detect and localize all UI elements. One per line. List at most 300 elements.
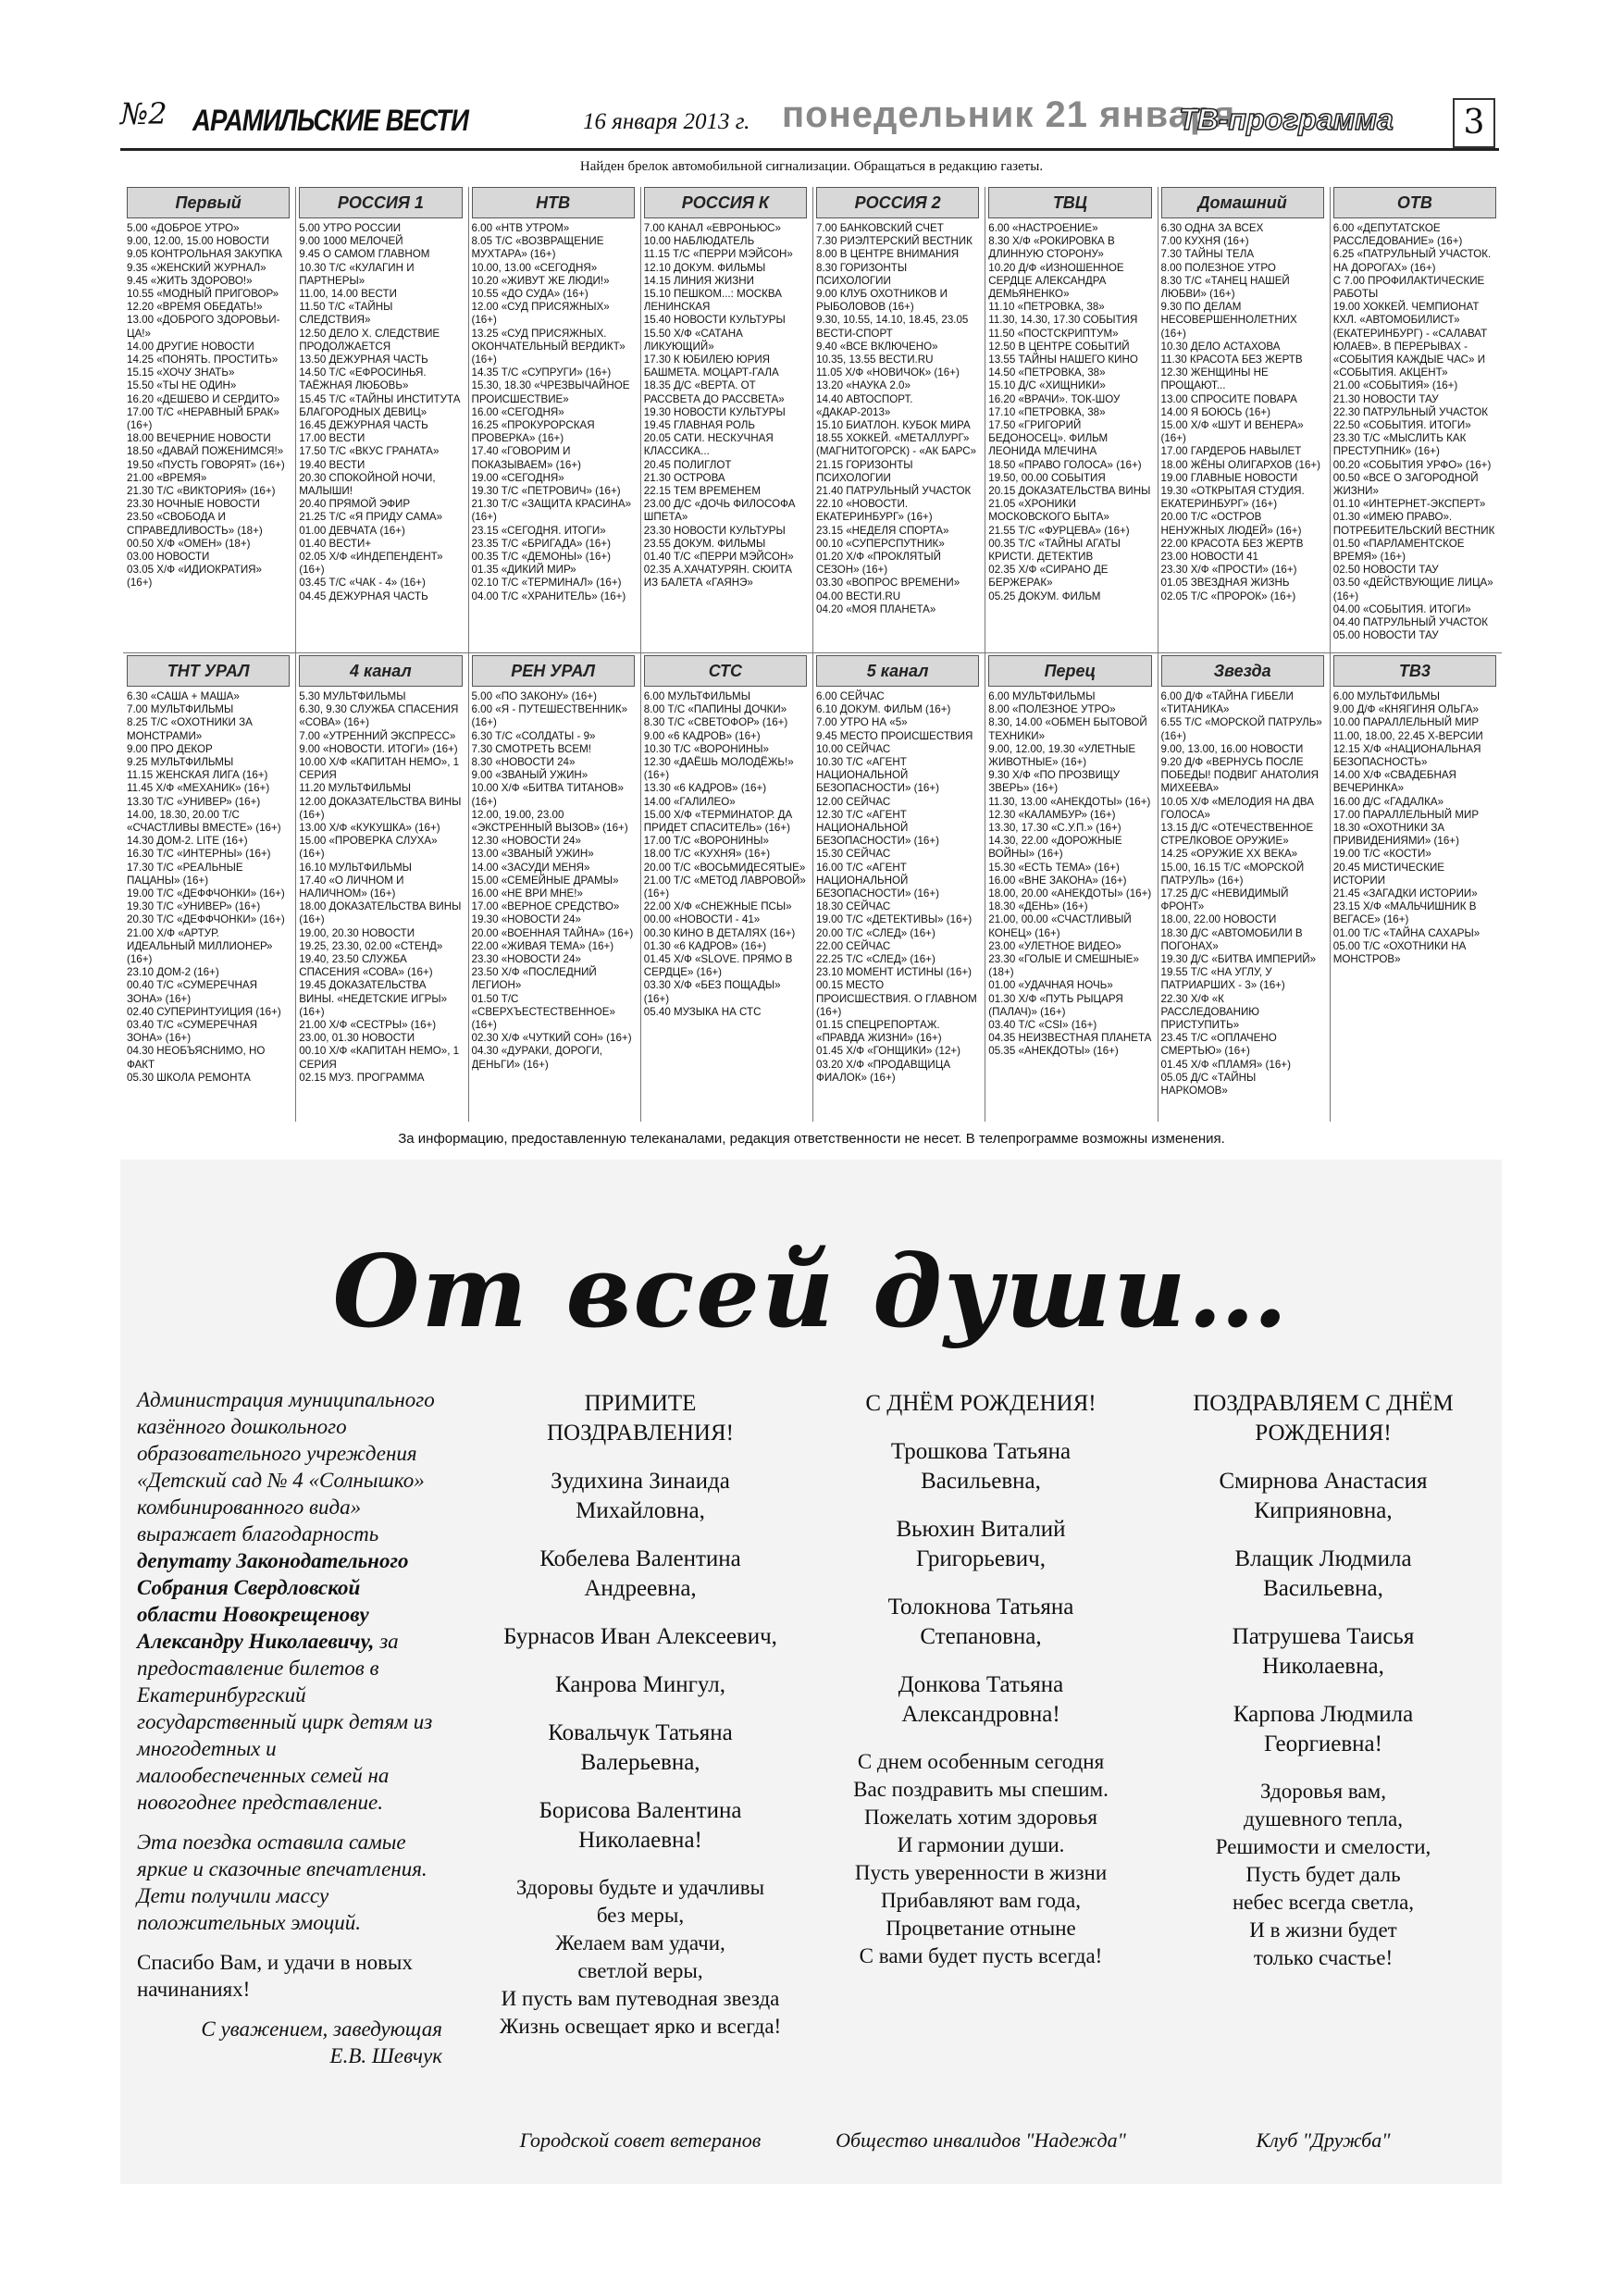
program-list xyxy=(472,690,635,1072)
program-day: понедельник 21 января xyxy=(782,94,1236,135)
program-item: 05.30 ШКОЛА РЕМОНТА xyxy=(127,1071,251,1084)
program-item: 02.05 Т/С «ПРОРОК» (16+) xyxy=(1160,590,1296,602)
poem-line: И гармонии души. xyxy=(897,1833,1065,1856)
program-item: 01.10 «ИНТЕРНЕТ-ЭКСПЕРТ» xyxy=(1332,498,1486,511)
program-item: 15.50 «ТЫ НЕ ОДИН» xyxy=(127,379,237,392)
program-item: 14.00 Я БОЮСЬ (16+) xyxy=(1160,405,1270,418)
program-item: 23.30 «НОВОСТИ 24» xyxy=(471,953,581,966)
program-item: 6.30 Т/С «СОЛДАТЫ - 9» xyxy=(471,729,596,742)
program-item: 11.30, 13.00 «АНЕКДОТЫ» (16+) xyxy=(988,795,1151,808)
program-item: 23.00, 01.30 НОВОСТИ xyxy=(299,1032,415,1045)
honoree-name: Канрова Мингул, xyxy=(554,1672,725,1697)
program-item: 11.50 «ПОСТСКРИПТУМ» xyxy=(988,327,1119,340)
program-item: 20.00 Т/С «СЛЕД» (16+) xyxy=(816,926,935,939)
program-item: 20.00 «ВОЕННАЯ ТАЙНА» (16+) xyxy=(471,926,634,939)
program-item: 6.30 ОДНА ЗА ВСЕХ xyxy=(1160,222,1264,234)
program-item: 8.30, 14.00 «ОБМЕН БЫТОВОЙ ТЕХНИКИ» xyxy=(988,716,1147,742)
greeting-heading: ПРИМИТЕ ПОЗДРАВЛЕНИЯ! xyxy=(547,1391,734,1446)
program-item: 11.45 Х/Ф «МЕХАНИК» (16+) xyxy=(127,782,270,795)
program-item: 19.55 Т/С «НА УГЛУ, У ПАТРИАРШИХ - 3» (16+) xyxy=(1160,966,1285,992)
channel-channels_bottom-0 xyxy=(127,655,290,1120)
program-item: 15.10 БИАТЛОН. КУБОК МИРА xyxy=(816,419,971,432)
greeting-column-invalids xyxy=(833,1389,1129,2152)
program-item: 5.30 МУЛЬТФИЛЬМЫ xyxy=(299,690,406,702)
program-item: 7.00 КУХНЯ (16+) xyxy=(1160,235,1249,248)
greeting-poem xyxy=(492,1874,788,2041)
program-item: 20.30 СПОКОЙНОЙ НОЧИ, МАЛЫШИ! xyxy=(299,471,436,498)
greetings-section xyxy=(120,1160,1502,2184)
program-item: 23.45 Т/С «ОПЛАЧЕНО СМЕРТЬЮ» (16+) xyxy=(1160,1032,1277,1058)
program-list xyxy=(1333,690,1496,966)
program-item: 9.40 «ВСЕ ВКЛЮЧЕНО» xyxy=(816,340,938,353)
program-item: 14.00 ДРУГИЕ НОВОСТИ xyxy=(127,340,254,353)
issue-number: №2 xyxy=(120,96,167,131)
program-item: 7.00 БАНКОВСКИЙ СЧЕТ xyxy=(816,222,944,234)
program-item: 15.00, 16.15 Т/С «МОРСКОЙ ПАТРУЛЬ» (16+) xyxy=(1160,861,1305,887)
program-item: 15.40 НОВОСТИ КУЛЬТУРЫ xyxy=(643,314,786,327)
program-item: 00.35 Т/С «ДЕМОНЫ» (16+) xyxy=(471,551,612,564)
channel-channels_top-2 xyxy=(472,187,635,650)
program-item: 13.30 «6 КАДРОВ» (16+) xyxy=(643,782,767,795)
program-item: 14.40 АВТОСПОРТ. «ДАКАР-2013» xyxy=(816,392,913,418)
program-item: 22.00 КРАСОТА БЕЗ ЖЕРТВ xyxy=(1160,537,1304,550)
program-item: 17.10 «ПЕТРОВКА, 38» xyxy=(988,405,1106,418)
program-item: 20.30 Т/С «ДЕФФЧОНКИ» (16+) xyxy=(127,913,285,926)
program-item: 17.50 «ГРИГОРИЙ БЕДОНОСЕЦ». ФИЛЬМ ЛЕОНИДА МЛЕЧИНА xyxy=(988,419,1109,458)
poem-line: Решимости и смелости, xyxy=(1215,1835,1431,1858)
admin-sign-1: С уважением, заведующая xyxy=(201,2017,442,2041)
poem-line: И в жизни будет xyxy=(1249,1918,1397,1942)
greeting-poem xyxy=(833,1748,1129,1970)
program-list xyxy=(1333,222,1496,643)
program-item: 5.00 УТРО РОССИИ xyxy=(299,222,402,234)
program-item: 18.35 Д/С «ВЕРТА. ОТ РАССВЕТА ДО РАССВЕТА» xyxy=(643,379,785,405)
program-item: С 7.00 ПРОФИЛАКТИЧЕСКИЕ РАБОТЫ xyxy=(1332,274,1485,301)
program-item: 04.20 «МОЯ ПЛАНЕТА» xyxy=(816,602,936,615)
poem-line: Здоровья вам, xyxy=(1260,1780,1386,1803)
program-item: 10.00, 13.00 «СЕГОДНЯ» xyxy=(471,261,598,274)
program-item: 9.00 «6 КАДРОВ» (16+) xyxy=(643,729,761,742)
program-item: 15.00 «СЕМЕЙНЫЕ ДРАМЫ» xyxy=(471,874,619,887)
program-item: 13.00 «ЗВАНЫЙ УЖИН» xyxy=(471,848,594,861)
admin-impressions: Эта поездка оставила самые яркие и сказочные впечатления. Дети получили массу положительных эмоций. xyxy=(137,1831,427,1934)
row-divider xyxy=(123,652,1502,653)
honoree-name: Бурнасов Иван Алексеевич, xyxy=(503,1624,777,1649)
program-item: 15.00 Х/Ф «ШУТ И ВЕНЕРА» (16+) xyxy=(1160,419,1304,445)
channel-logo: Звезда xyxy=(1161,655,1324,687)
program-item: 6.00 «ДЕПУТАТСКОЕ РАССЛЕДОВАНИЕ» (16+) xyxy=(1332,222,1463,248)
program-item: 12.10 ДОКУМ. ФИЛЬМЫ xyxy=(643,261,766,274)
poem-line: без меры, xyxy=(596,1904,685,1927)
program-item: 23.00 Д/С «ДОЧЬ ФИЛОСОФА ШПЕТА» xyxy=(643,498,796,524)
poem-line: Пусть уверенности в жизни xyxy=(854,1861,1108,1884)
program-item: 23.30 Х/Ф «ПРОСТИ» (16+) xyxy=(1160,564,1297,577)
honoree-name: Смирнова Анастасия Киприяновна, xyxy=(1219,1469,1428,1523)
program-item: 14.30, 22.00 «ДОРОЖНЫЕ ВОЙНЫ» (16+) xyxy=(988,835,1122,861)
poem-line: небес всегда светла, xyxy=(1232,1891,1415,1914)
honoree-name: Карпова Людмила Георгиевна! xyxy=(1233,1702,1414,1756)
program-item: 21.00 «СОБЫТИЯ» (16+) xyxy=(1332,379,1458,392)
program-item: 05.05 Д/С «ТАЙНЫ НАРКОМОВ» xyxy=(1160,1071,1257,1098)
program-item: 21.30 НОВОСТИ ТАУ xyxy=(1332,392,1439,405)
program-item: 03.30 Х/Ф «БЕЗ ПОЩАДЫ» (16+) xyxy=(643,979,781,1005)
program-item: 17.25 Д/С «НЕВИДИМЫЙ ФРОНТ» xyxy=(1160,887,1289,913)
program-item: 19.50 «ПУСТЬ ГОВОРЯТ» (16+) xyxy=(127,458,285,471)
channel-logo: СТС xyxy=(644,655,807,687)
program-item: 01.00 Т/С «ТАЙНА САХАРЫ» xyxy=(1332,926,1481,939)
section-title: ТВ-программа xyxy=(1179,103,1394,136)
honoree-name: Толокнова Татьяна Степановна, xyxy=(887,1595,1074,1649)
program-item: 6.25 «ПАТРУЛЬНЫЙ УЧАСТОК. НА ДОРОГАХ» (16+) xyxy=(1332,248,1492,274)
program-item: 9.45 МЕСТО ПРОИСШЕСТВИЯ xyxy=(816,729,973,742)
program-item: 20.05 САТИ. НЕСКУЧНАЯ КЛАССИКА... xyxy=(643,432,774,458)
program-item: 18.30 «ДЕНЬ» (16+) xyxy=(988,900,1088,913)
program-item: 18.00 Т/С «КУХНЯ» (16+) xyxy=(643,848,771,861)
program-item: 19.30 «ОТКРЫТАЯ СТУДИЯ. ЕКАТЕРИНБУРГ» (16+) xyxy=(1160,485,1305,511)
program-item: 12.30 Т/С «АГЕНТ НАЦИОНАЛЬНОЙ БЕЗОПАСНОСТИ» (16+) xyxy=(816,808,940,848)
program-item: 19.40, 23.50 СЛУЖБА СПАСЕНИЯ «СОВА» (16+) xyxy=(299,953,433,979)
program-item: 13.00 Х/Ф «КУКУШКА» (16+) xyxy=(299,822,440,835)
program-item: 22.15 ТЕМ ВРЕМЕНЕМ xyxy=(643,485,762,498)
program-item: 18.00, 20.00 «АНЕКДОТЫ» (16+) xyxy=(988,887,1152,900)
program-item: 8.05 Т/С «ВОЗВРАЩЕНИЕ МУХТАРА» (16+) xyxy=(471,235,604,261)
program-item: 05.35 «АНЕКДОТЫ» (16+) xyxy=(988,1045,1119,1058)
program-item: 03.30 «ВОПРОС ВРЕМЕНИ» xyxy=(816,577,960,590)
program-item: 10.00 ПАРАЛЛЕЛЬНЫЙ МИР xyxy=(1332,716,1480,729)
channel-logo: 4 канал xyxy=(299,655,462,687)
program-list xyxy=(988,690,1151,1059)
program-item: 16.25 «ПРОКУРОРСКАЯ ПРОВЕРКА» (16+) xyxy=(471,419,595,445)
program-item: 17.40 «О ЛИЧНОМ И НАЛИЧНОМ» (16+) xyxy=(299,874,404,900)
program-item: 10.30 Т/С «ВОРОНИНЫ» xyxy=(643,742,769,755)
program-item: 17.00 ВЕСТИ xyxy=(299,432,365,445)
channel-logo: РОССИЯ 2 xyxy=(816,187,979,218)
program-item: 04.45 ДЕЖУРНАЯ ЧАСТЬ xyxy=(299,590,428,602)
greeting-poem xyxy=(1175,1778,1471,1972)
program-item: 12.20 «ВРЕМЯ ОБЕДАТЬ!» xyxy=(127,301,263,314)
admin-thanks-line: Спасибо Вам, и удачи в новых начинаниях! xyxy=(137,1951,413,2001)
program-item: 15.10 ПЕШКОМ...: МОСКВА ЛЕНИНСКАЯ xyxy=(643,288,782,314)
program-item: 16.00 «СЕГОДНЯ» xyxy=(471,405,564,418)
greeting-signature: Городской совет ветеранов xyxy=(519,2128,762,2152)
program-item: 10.00 НАБЛЮДАТЕЛЬ xyxy=(643,235,755,248)
program-item: 19.00 ГЛАВНЫЕ НОВОСТИ xyxy=(1160,471,1298,484)
program-item: 23.30 НОВОСТИ КУЛЬТУРЫ xyxy=(643,524,786,537)
poem-line: светлой веры, xyxy=(577,1959,703,1982)
program-item: 13.00 СПРОСИТЕ ПОВАРА xyxy=(1160,392,1297,405)
program-item: 18.30 СЕЙЧАС xyxy=(816,900,891,913)
column-divider xyxy=(295,187,296,1122)
poem-line: С днем особенным сегодня xyxy=(857,1750,1105,1773)
program-item: 02.50 НОВОСТИ ТАУ xyxy=(1332,564,1439,577)
program-item: 14.00 Х/Ф «СВАДЕБНАЯ ВЕЧЕРИНКА» xyxy=(1332,769,1456,795)
honoree-name: Зудихина Зинаида Михайловна, xyxy=(551,1469,730,1523)
channel-channels_top-7 xyxy=(1333,187,1496,650)
program-item: 8.00 «ПОЛЕЗНОЕ УТРО» xyxy=(988,703,1116,716)
poem-line: Прибавляют вам года, xyxy=(880,1889,1082,1912)
program-item: 20.45 ПОЛИГЛОТ xyxy=(643,458,732,471)
program-item: 18.50 «ПРАВО ГОЛОСА» (16+) xyxy=(988,458,1142,471)
program-item: 15.10 Д/С «ХИЩНИКИ» xyxy=(988,379,1106,392)
program-item: 17.00 «ВЕРНОЕ СРЕДСТВО» xyxy=(471,900,620,913)
program-item: 14.25 «ПОНЯТЬ. ПРОСТИТЬ» xyxy=(127,354,279,366)
channel-channels_bottom-4 xyxy=(816,655,979,1120)
program-item: 6.10 ДОКУМ. ФИЛЬМ (16+) xyxy=(816,703,951,716)
program-item: 01.45 Х/Ф «SLOVE. ПРЯМО В СЕРДЦЕ» (16+) xyxy=(643,953,793,979)
program-item: 23.10 ДОМ-2 (16+) xyxy=(127,966,219,979)
program-item: 00.40 Т/С «СУМЕРЕЧНАЯ ЗОНА» (16+) xyxy=(127,979,257,1005)
program-list xyxy=(127,690,290,1085)
channel-channels_bottom-5 xyxy=(988,655,1151,1120)
honoree-name: Вьюхин Виталий Григорьевич, xyxy=(896,1517,1066,1571)
program-item: 18.00 ЖЁНЫ ОЛИГАРХОВ (16+) xyxy=(1160,458,1321,471)
program-item: 04.00 ВЕСТИ.RU xyxy=(816,590,901,602)
program-item: 9.00, 12.00, 15.00 НОВОСТИ xyxy=(127,235,269,248)
lost-item-notice: Найден брелок автомобильной сигнализации. Обращаться в редакцию газеты. xyxy=(579,159,1044,174)
program-item: 13.30 Т/С «УНИВЕР» (16+) xyxy=(127,795,261,808)
poem-line: Вас поздравить мы спешим. xyxy=(853,1778,1109,1801)
honoree-name: Влащик Людмила Васильевна, xyxy=(1234,1546,1412,1601)
program-item: 9.30, 10.55, 14.10, 18.45, 23.05 ВЕСТИ-СПОРТ xyxy=(816,314,969,340)
channel-logo: ТВЦ xyxy=(988,187,1151,218)
program-item: 19.30 Д/С «БИТВА ИМПЕРИЙ» xyxy=(1160,953,1317,966)
program-item: 14.25 «ОРУЖИЕ ХХ ВЕКА» xyxy=(1160,848,1298,861)
poem-line: только счастье! xyxy=(1253,1946,1394,1969)
program-item: 10.35, 13.55 ВЕСТИ.RU xyxy=(816,354,934,366)
channel-channels_top-1 xyxy=(299,187,462,650)
program-item: 01.35 «ДИКИЙ МИР» xyxy=(471,564,576,577)
program-item: 03.50 «ДЕЙСТВУЮЩИЕ ЛИЦА» (16+) xyxy=(1332,577,1493,602)
program-list xyxy=(816,690,979,1085)
column-divider xyxy=(1330,187,1331,1122)
program-item: 22.50 «СОБЫТИЯ. ИТОГИ» xyxy=(1332,419,1471,432)
channel-channels_top-5 xyxy=(988,187,1151,650)
program-item: 19.30 НОВОСТИ КУЛЬТУРЫ xyxy=(643,405,786,418)
program-item: 21.45 «ЗАГАДКИ ИСТОРИИ» xyxy=(1332,887,1478,900)
program-item: 16.00 «ВНЕ ЗАКОНА» (16+) xyxy=(988,874,1127,887)
program-item: 21.30 Т/С «ЗАЩИТА КРАСИНА» (16+) xyxy=(471,498,632,524)
program-item: 00.50 «ВСЕ О ЗАГОРОДНОЙ ЖИЗНИ» xyxy=(1332,471,1479,498)
program-item: 9.00 «ЗВАНЫЙ УЖИН» xyxy=(471,769,588,782)
poem-line: Здоровы будьте и удачливы xyxy=(515,1876,765,1899)
channel-channels_top-6 xyxy=(1161,187,1324,650)
program-item: 23.10 МОМЕНТ ИСТИНЫ (16+) xyxy=(816,966,972,979)
program-item: 14.00 «ГАЛИЛЕО» xyxy=(643,795,736,808)
program-item: 13.20 «НАУКА 2.0» xyxy=(816,379,911,392)
program-item: 8.00 Т/С «ПАПИНЫ ДОЧКИ» xyxy=(643,703,787,716)
program-item: 04.40 ПАТРУЛЬНЫЙ УЧАСТОК xyxy=(1332,616,1488,629)
program-item: 22.25 Т/С «СЛЕД» (16+) xyxy=(816,953,935,966)
program-item: 8.30 «НОВОСТИ 24» xyxy=(471,756,576,769)
program-item: 6.00 Д/Ф «ТАЙНА ГИБЕЛИ «ТИТАНИКА» xyxy=(1160,690,1294,716)
program-item: 21.40 ПАТРУЛЬНЫЙ УЧАСТОК xyxy=(816,485,972,498)
program-item: 01.45 Х/Ф «ПЛАМЯ» (16+) xyxy=(1160,1058,1291,1071)
program-item: 21.30 Т/С «ВИКТОРИЯ» (16+) xyxy=(127,485,276,498)
program-item: 19.00 Т/С «ДЕФФЧОНКИ» (16+) xyxy=(127,887,285,900)
program-item: 22.00 СЕЙЧАС xyxy=(816,939,891,952)
program-item: 12.50 ДЕЛО Х. СЛЕДСТВИЕ ПРОДОЛЖАЕТСЯ xyxy=(299,327,440,353)
program-item: 19.50, 00.00 СОБЫТИЯ xyxy=(988,471,1106,484)
channel-logo: ОТВ xyxy=(1333,187,1496,218)
program-item: 13.30, 17.30 «С.У.П.» (16+) xyxy=(988,822,1121,835)
program-item: 6.00 МУЛЬТФИЛЬМЫ xyxy=(1332,690,1440,702)
program-item: 16.00 Д/С «ГАДАЛКА» xyxy=(1332,795,1444,808)
channel-logo: Домашний xyxy=(1161,187,1324,218)
program-item: 23.15 «НЕДЕЛЯ СПОРТА» xyxy=(816,524,949,537)
program-item: 6.00 «НТВ УТРОМ» xyxy=(471,222,570,234)
program-item: 11.50 Т/С «ТАЙНЫ СЛЕДСТВИЯ» xyxy=(299,301,393,327)
program-item: 8.00 ПОЛЕЗНОЕ УТРО xyxy=(1160,261,1276,274)
poem-line: С вами будет пусть всегда! xyxy=(859,1944,1103,1967)
program-item: 21.00 Х/Ф «АРТУР. ИДЕАЛЬНЫЙ МИЛЛИОНЕР» (16+) xyxy=(127,926,273,966)
program-item: 11.30, 14.30, 17.30 СОБЫТИЯ xyxy=(988,314,1138,327)
program-item: 00.00 «НОВОСТИ - 41» xyxy=(643,913,761,926)
greeting-heading: ПОЗДРАВЛЯЕМ С ДНЁМ РОЖДЕНИЯ! xyxy=(1193,1391,1454,1446)
program-item: 23.15 «СЕГОДНЯ. ИТОГИ» xyxy=(471,524,606,537)
program-item: 19.30 «НОВОСТИ 24» xyxy=(471,913,581,926)
program-item: 12.50 В ЦЕНТРЕ СОБЫТИЙ xyxy=(988,340,1130,353)
program-item: 9.25 МУЛЬТФИЛЬМЫ xyxy=(127,756,234,769)
program-item: 01.40 Т/С «ПЕРРИ МЭЙСОН» xyxy=(643,551,794,564)
program-item: 10.55 «МОДНЫЙ ПРИГОВОР» xyxy=(127,288,279,301)
admin-text-end: за предоставление билетов в Екатеринбургский государственный цирк детям из многодетных и малообеспеченных семей на новогоднее представление. xyxy=(137,1630,433,1814)
program-item: 14.00, 18.30, 20.00 Т/С «СЧАСТЛИВЫ ВМЕСТЕ» (16+) xyxy=(127,808,281,835)
program-item: 01.45 Х/Ф «ГОНЩИКИ» (12+) xyxy=(816,1045,961,1058)
program-item: 02.30 Х/Ф «ЧУТКИЙ СОН» (16+) xyxy=(471,1032,632,1045)
program-item: 9.45 «ЖИТЬ ЗДОРОВО!» xyxy=(127,274,253,287)
column-divider xyxy=(640,187,641,1122)
column-divider xyxy=(812,187,813,1122)
program-item: 15.30 СЕЙЧАС xyxy=(816,848,891,861)
program-item: 10.20 Д/Ф «ИЗНОШЕННОЕ СЕРДЦЕ АЛЕКСАНДРА ДЕМЬЯНЕНКО» xyxy=(988,261,1124,301)
program-item: 01.00 ДЕВЧАТА (16+) xyxy=(299,524,405,537)
program-item: 19.00 ХОККЕЙ. ЧЕМПИОНАТ КХЛ. «АВТОМОБИЛИСТ» (ЕКАТЕРИНБУРГ) - «САЛАВАТ ЮЛАЕВ». В ПЕРЕРЫВАХ - «СОБЫТИЯ КАЖДЫЕ ЧАС» И «СОБЫТИЯ. АКЦЕНТ» xyxy=(1332,301,1488,379)
program-list xyxy=(816,222,979,616)
program-item: 8.00 В ЦЕНТРЕ ВНИМАНИЯ xyxy=(816,248,960,261)
poem-line: Желаем вам удачи, xyxy=(555,1931,725,1955)
program-item: 9.00 «НОВОСТИ. ИТОГИ» (16+) xyxy=(299,742,458,755)
greeting-column-veterans xyxy=(492,1389,788,2152)
program-list xyxy=(1161,690,1324,1098)
program-item: 15.00 «ПРОВЕРКА СЛУХА» (16+) xyxy=(299,835,438,861)
admin-text: Администрация муниципального казённого дошкольного образовательного учреждения «Детский сад № 4 «Солнышко» комбинированного вида» выражает благодарность xyxy=(137,1388,435,1545)
program-item: 14.50 Т/С «ЕФРОСИНЬЯ. ТАЁЖНАЯ ЛЮБОВЬ» xyxy=(299,366,427,392)
poem-line: Пусть будет даль xyxy=(1245,1863,1401,1886)
program-item: 12.30 ЖЕНЩИНЫ НЕ ПРОЩАЮТ... xyxy=(1160,366,1269,392)
program-item: 02.05 Х/Ф «ИНДЕПЕНДЕНТ» (16+) xyxy=(299,551,443,577)
program-item: 10.00 Х/Ф «БИТВА ТИТАНОВ» (16+) xyxy=(471,782,624,808)
channel-logo: ТНТ УРАЛ xyxy=(127,655,290,687)
program-item: 12.30 «ДАЁШЬ МОЛОДЁЖЬ!» (16+) xyxy=(643,756,794,782)
admin-thanks xyxy=(137,1386,442,2069)
program-item: 6.00 МУЛЬТФИЛЬМЫ xyxy=(643,690,750,702)
honoree-name: Кобелева Валентина Андреевна, xyxy=(539,1546,741,1601)
program-item: 01.20 Х/Ф «ПРОКЛЯТЫЙ СЕЗОН» (16+) xyxy=(816,551,941,577)
honoree-name: Патрушева Таисья Николаевна, xyxy=(1232,1624,1415,1679)
program-list xyxy=(472,222,635,603)
channel-logo: Первый xyxy=(127,187,290,218)
program-item: 15.15 «ХОЧУ ЗНАТЬ» xyxy=(127,366,235,379)
program-item: 17.00 ПАРАЛЛЕЛЬНЫЙ МИР xyxy=(1332,808,1480,821)
program-item: 7.00 МУЛЬТФИЛЬМЫ xyxy=(127,703,234,716)
tv-disclaimer: За информацию, предоставленную телеканалами, редакция ответственности не несет. В телепрограмме возможны изменения. xyxy=(398,1131,1225,1147)
poem-line: Жизнь освещает ярко и всегда! xyxy=(499,2015,782,2038)
program-item: 13.55 ТАЙНЫ НАШЕГО КИНО xyxy=(988,354,1138,366)
channel-logo: РЕН УРАЛ xyxy=(472,655,635,687)
admin-deputy: депутату Законодательного Собрания Свердловской области Новокрещенову Александру Николаевичу, xyxy=(137,1549,409,1653)
program-item: 01.30 «ИМЕЮ ПРАВО». ПОТРЕБИТЕЛЬСКИЙ ВЕСТНИК xyxy=(1332,511,1495,537)
column-divider xyxy=(468,187,469,1122)
program-item: 5.00 «ПО ЗАКОНУ» (16+) xyxy=(471,690,597,702)
program-item: 03.40 Т/С «СУМЕРЕЧНАЯ ЗОНА» (16+) xyxy=(127,1019,257,1045)
program-item: 11.00, 14.00 ВЕСТИ xyxy=(299,288,397,301)
program-item: 02.10 Т/С «ТЕРМИНАЛ» (16+) xyxy=(471,577,622,590)
program-item: 20.15 ДОКАЗАТЕЛЬСТВА ВИНЫ xyxy=(988,485,1151,498)
honoree-name: Трошкова Татьяна Васильевна, xyxy=(890,1439,1072,1494)
program-item: 12.30 «КАЛАМБУР» (16+) xyxy=(988,808,1116,821)
program-item: 12.30 «НОВОСТИ 24» xyxy=(471,835,581,848)
program-item: 8.30 Т/С «СВЕТОФОР» (16+) xyxy=(643,716,788,729)
program-item: 00.35 Т/С «ТАЙНЫ АГАТЫ КРИСТИ. ДЕТЕКТИВ xyxy=(988,537,1121,564)
program-item: 15.45 Т/С «ТАЙНЫ ИНСТИТУТА БЛАГОРОДНЫХ ДЕВИЦ» xyxy=(299,392,461,418)
program-item: 18.00 ДОКАЗАТЕЛЬСТВА ВИНЫ (16+) xyxy=(299,900,462,926)
program-item: 16.30 Т/С «ИНТЕРНЫ» (16+) xyxy=(127,848,271,861)
program-item: 22.10 «НОВОСТИ. ЕКАТЕРИНБУРГ» (16+) xyxy=(816,498,933,524)
program-list xyxy=(644,690,807,1019)
program-item: 04.30 «ДУРАКИ, ДОРОГИ, ДЕНЬГИ» (16+) xyxy=(471,1045,602,1071)
program-item: 8.30 Х/Ф «РОКИРОВКА В ДЛИННУЮ СТОРОНУ» xyxy=(988,235,1115,261)
channel-channels_top-0 xyxy=(127,187,290,650)
program-item: 01.50 Т/С «СВЕРХЪЕСТЕСТВЕННОЕ» (16+) xyxy=(471,992,615,1032)
program-item: 9.20 Д/Ф «ВЕРНУСЬ ПОСЛЕ ПОБЕДЫ! ПОДВИГ АНАТОЛИЯ МИХЕЕВА» xyxy=(1160,756,1319,795)
program-item: 20.45 МИСТИЧЕСКИЕ ИСТОРИИ xyxy=(1332,861,1445,887)
program-item: 23.35 Т/С «БРИГАДА» (16+) xyxy=(471,537,612,550)
program-item: 9.45 О САМОМ ГЛАВНОМ xyxy=(299,248,430,261)
program-item: 8.30 ГОРИЗОНТЫ ПСИХОЛОГИИ xyxy=(816,261,908,287)
program-item: 17.30 К ЮБИЛЕЮ ЮРИЯ БАШМЕТА. МОЦАРТ-ГАЛА xyxy=(643,354,779,379)
program-item: 9.00 Д/Ф «КНЯГИНЯ ОЛЬГА» xyxy=(1332,703,1479,716)
program-item: 02.15 МУЗ. ПРОГРАММА xyxy=(299,1071,425,1084)
program-item: 19.00 Т/С «ДЕТЕКТИВЫ» (16+) xyxy=(816,913,973,926)
program-item: 9.35 «ЖЕНСКИЙ ЖУРНАЛ» xyxy=(127,261,266,274)
program-item: 9.00 ПРО ДЕКОР xyxy=(127,742,213,755)
program-item: 23.30 НОЧНЫЕ НОВОСТИ xyxy=(127,498,260,511)
program-item: 05.25 ДОКУМ. ФИЛЬМ xyxy=(988,590,1101,602)
program-list xyxy=(1161,222,1324,603)
greeting-signature: Клуб "Дружба" xyxy=(1256,2128,1391,2152)
program-item: 23.30 «ГОЛЫЕ И СМЕШНЫЕ» (18+) xyxy=(988,953,1139,979)
program-item: 18.30 «ОХОТНИКИ ЗА ПРИВИДЕНИЯМИ» (16+) xyxy=(1332,822,1459,848)
program-item: 19.45 ДОКАЗАТЕЛЬСТВА ВИНЫ. «НЕДЕТСКИЕ ИГРЫ» (16+) xyxy=(299,979,448,1018)
program-item: 04.00 Т/С «ХРАНИТЕЛЬ» (16+) xyxy=(471,590,626,602)
channel-logo: Перец xyxy=(988,655,1151,687)
program-item: 22.00 Х/Ф «СНЕЖНЫЕ ПСЫ» xyxy=(643,900,792,913)
program-item: 18.00 ВЕЧЕРНИЕ НОВОСТИ xyxy=(127,432,271,445)
program-item: 10.30 ДЕЛО АСТАХОВА xyxy=(1160,340,1281,353)
program-item: 14.15 ЛИНИЯ ЖИЗНИ xyxy=(643,274,754,287)
program-item: 11.15 ЖЕНСКАЯ ЛИГА (16+) xyxy=(127,769,268,782)
program-item: 04.35 НЕИЗВЕСТНАЯ ПЛАНЕТА xyxy=(988,1032,1152,1045)
greeting-column-club xyxy=(1175,1389,1471,2152)
poem-line: И пусть вам путеводная звезда xyxy=(501,1987,780,2010)
program-item: 12.00 СЕЙЧАС xyxy=(816,795,891,808)
program-item: 6.00 МУЛЬТФИЛЬМЫ xyxy=(988,690,1096,702)
program-item: 11.00, 18.00, 22.45 Х-ВЕРСИИ xyxy=(1332,729,1483,742)
honoree-name: Борисова Валентина Николаевна! xyxy=(539,1798,742,1853)
program-item: 16.00 «НЕ ВРИ МНЕ!» xyxy=(471,887,583,900)
program-item: 21.00 Х/Ф «СЕСТРЫ» (16+) xyxy=(299,1019,437,1032)
program-item: 9.00 КЛУБ ОХОТНИКОВ И РЫБОЛОВОВ (16+) xyxy=(816,288,948,314)
